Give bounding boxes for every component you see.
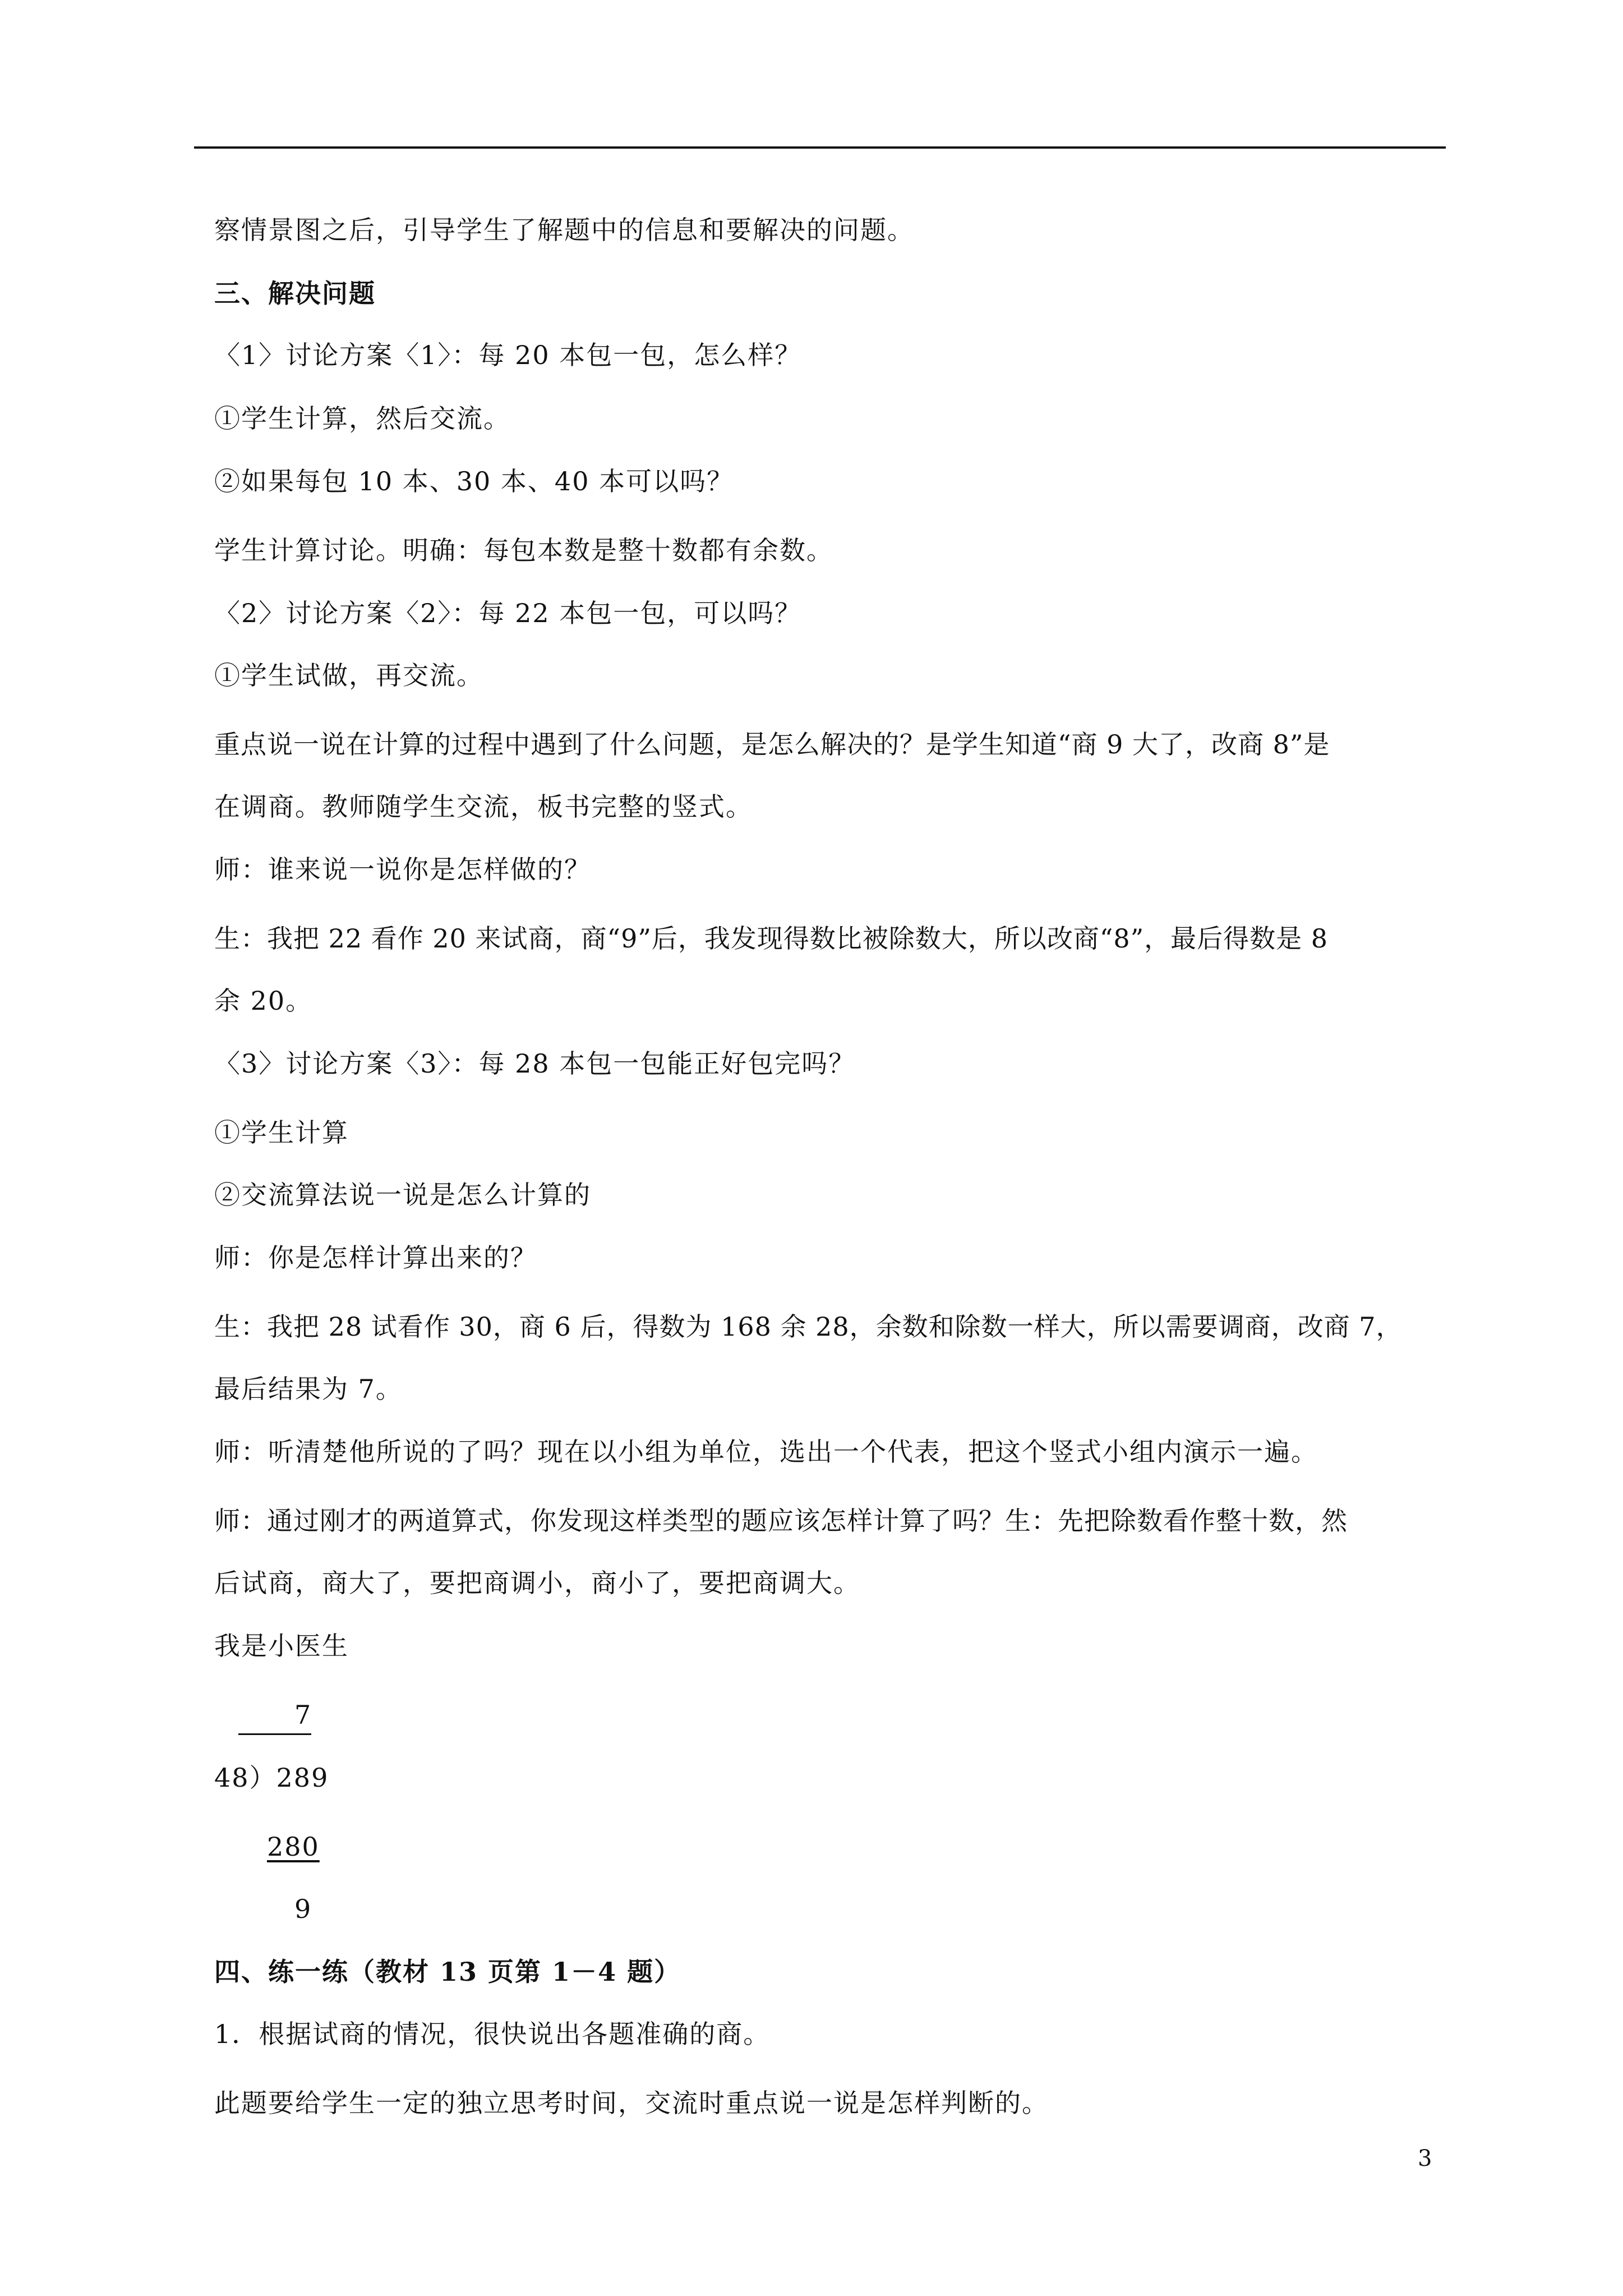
paragraph-line: 师：谁来说一说你是怎样做的？ <box>214 854 591 885</box>
section-heading: 三、解决问题 <box>214 278 376 309</box>
paragraph-line: 我是小医生 <box>214 1631 349 1661</box>
division-dividend: 48）289 <box>214 1763 329 1793</box>
paragraph-line: 此题要给学生一定的独立思考时间，交流时重点说一说是怎样判断的。 <box>214 2088 1049 2118</box>
paragraph-line: 余 20。 <box>214 986 313 1016</box>
paragraph-line: 1．根据试商的情况，很快说出各题准确的商。 <box>214 2019 771 2049</box>
paragraph-line: ②交流算法说一说是怎么计算的 <box>214 1180 591 1210</box>
paragraph-line: 生：我把 22 看作 20 来试商，商“9”后，我发现得数比被除数大，所以改商“8”，最后得数是 8 <box>214 923 1329 954</box>
paragraph-line: ①学生试做，再交流。 <box>214 660 483 691</box>
paragraph-line: 察情景图之后，引导学生了解题中的信息和要解决的问题。 <box>214 215 914 245</box>
division-quotient-rule <box>238 1733 311 1735</box>
header-rule <box>194 146 1446 149</box>
paragraph-line: ①学生计算 <box>214 1117 349 1148</box>
paragraph-line: 师：听清楚他所说的了吗？现在以小组为单位，选出一个代表，把这个竖式小组内演示一遍。 <box>214 1437 1318 1467</box>
division-remainder: 9 <box>294 1894 312 1924</box>
paragraph-line: 〈2〉讨论方案〈2〉：每 22 本包一包，可以吗？ <box>214 598 802 628</box>
paragraph-line: 在调商。教师随学生交流，板书完整的竖式。 <box>214 792 753 822</box>
paragraph-line: 〈1〉讨论方案〈1〉：每 20 本包一包，怎么样？ <box>214 340 802 370</box>
paragraph-line: 最后结果为 7。 <box>214 1374 403 1404</box>
paragraph-line: 〈3〉讨论方案〈3〉：每 28 本包一包能正好包完吗？ <box>214 1048 856 1079</box>
section-heading: 四、练一练（教材 13 页第 1－4 题） <box>214 1957 681 1987</box>
division-product: 280 <box>267 1832 320 1862</box>
paragraph-line: 学生计算讨论。明确：每包本数是整十数都有余数。 <box>214 535 833 565</box>
division-quotient: 7 <box>294 1700 312 1730</box>
page-number: 3 <box>1418 2146 1432 2171</box>
paragraph-line: 后试商，商大了，要把商调小，商小了，要把商调大。 <box>214 1568 860 1598</box>
paragraph-line: ①学生计算，然后交流。 <box>214 403 510 434</box>
paragraph-line: ②如果每包 10 本、30 本、40 本可以吗？ <box>214 466 734 496</box>
paragraph-line: 师：通过刚才的两道算式，你发现这样类型的题应该怎样计算了吗？生：先把除数看作整十数，然 <box>214 1506 1348 1536</box>
paragraph-line: 师：你是怎样计算出来的？ <box>214 1243 537 1273</box>
paragraph-line: 生：我把 28 试看作 30，商 6 后，得数为 168 余 28，余数和除数一样大，所以需要调商，改商 7， <box>214 1312 1403 1342</box>
paragraph-line: 重点说一说在计算的过程中遇到了什么问题，是怎么解决的？是学生知道“商 9 大了，改商 8”是 <box>214 729 1330 760</box>
